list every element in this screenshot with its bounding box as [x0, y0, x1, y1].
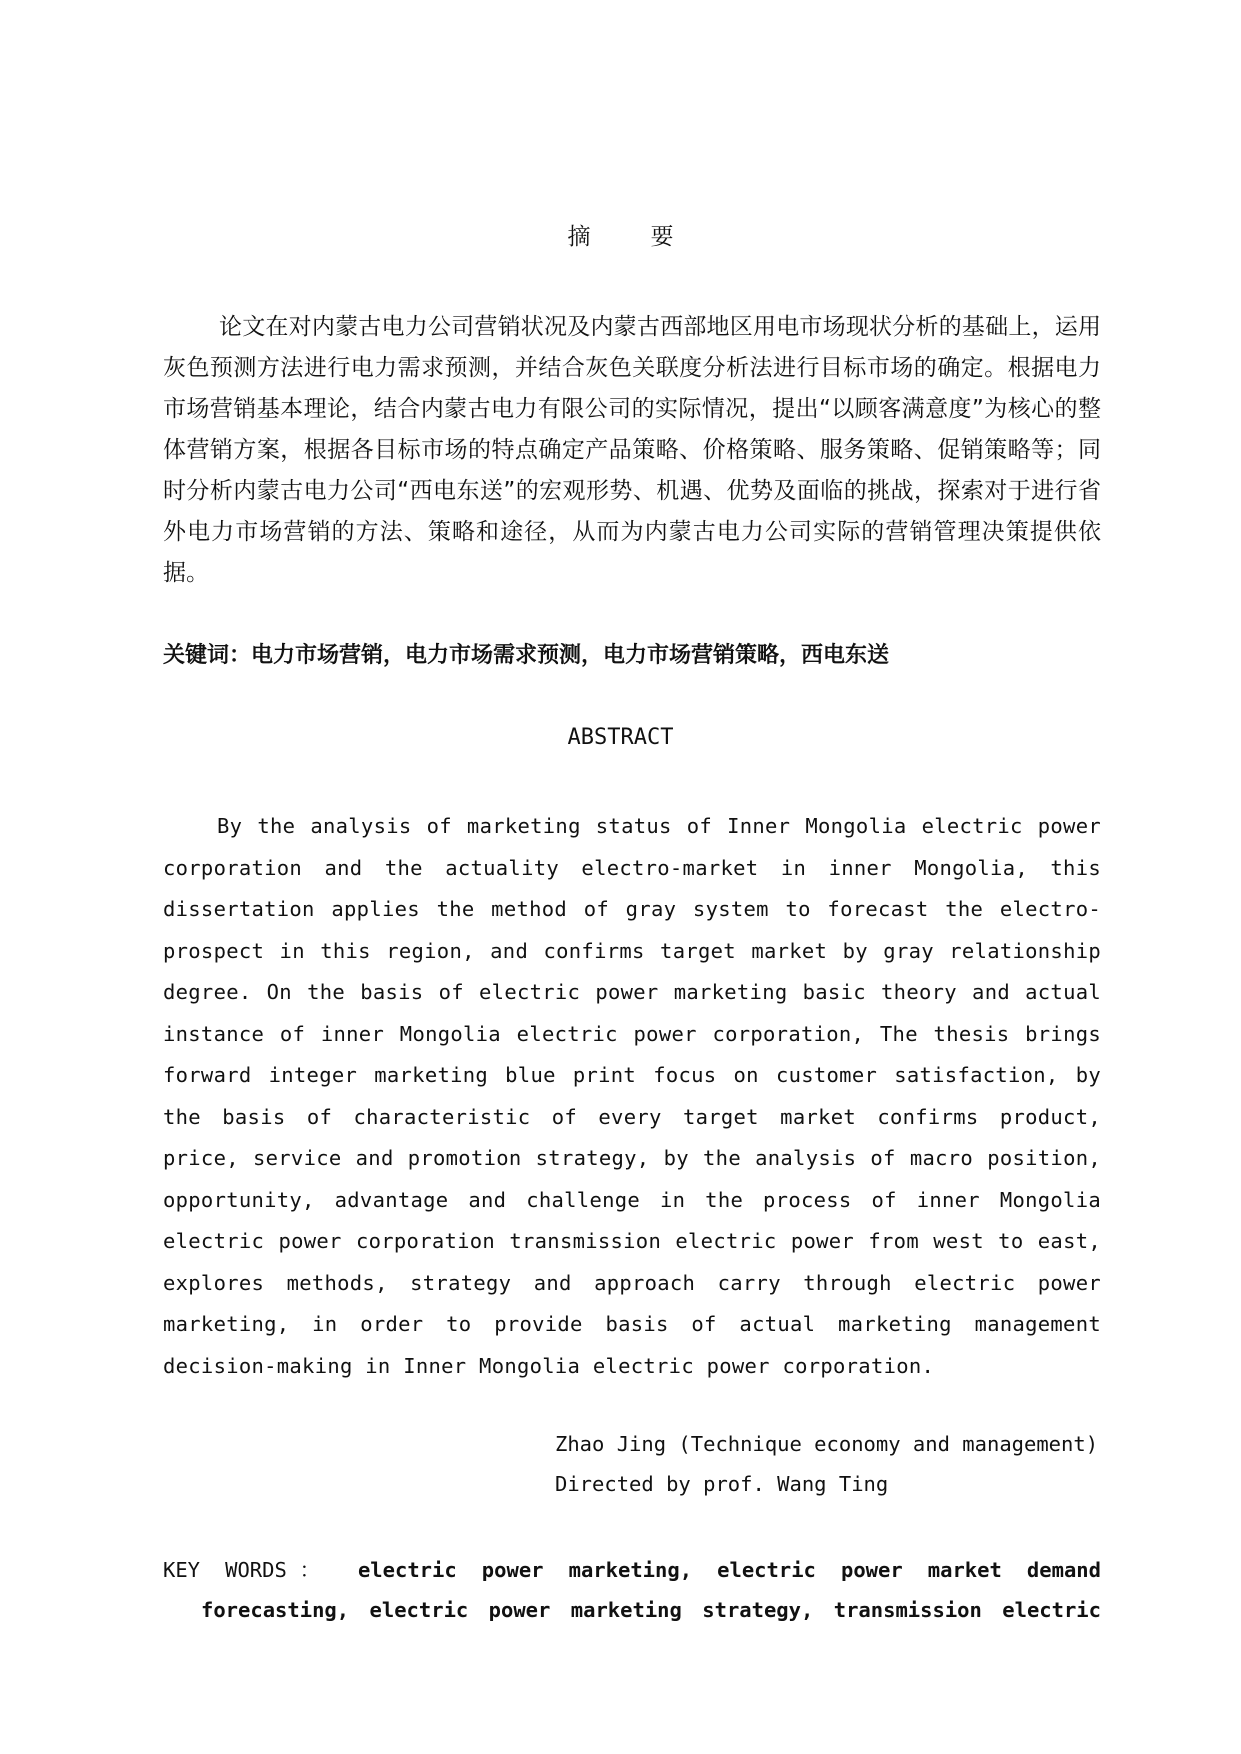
author-line: Zhao Jing (Technique economy and management) [555, 1432, 1099, 1456]
english-abstract-body: By the analysis of marketing status of Inner Mongolia electric power corporation and the actuality electro-market in inner Mongolia, this dissertation applies the method of gray system to forecast the electro-prospect in this region, and confirms target market by gray relationship degree. On the basis of electric power marketing basic theory and actual instance of inner Mongolia electric power corporation, The thesis brings forward integer marketing blue print focus on customer satisfaction, by the basis of characteristic of every target market confirms product, price, service and promotion strategy, by the analysis of macro position, opportunity, advantage and challenge in the process of inner Mongolia electric power corporation transmission electric power from west to east, explores methods, strategy and approach carry through electric power marketing, in order to provide basis of actual marketing management decision-making in Inner Mongolia electric power corporation. [163, 814, 1101, 1378]
chinese-keywords: 关键词：电力市场营销，电力市场需求预测，电力市场营销策略，西电东送 [163, 643, 890, 668]
english-keywords-label: KEY WORDS： [163, 1558, 333, 1582]
director-line: Directed by prof. Wang Ting [555, 1472, 889, 1496]
chinese-abstract-title: 摘要 [567, 224, 734, 250]
english-keywords-text: electric power marketing, electric power market demand forecasting, electric power marketing strategy, transmission electric [201, 1558, 1101, 1622]
chinese-abstract-body: 论文在对内蒙古电力公司营销状况及内蒙古西部地区用电市场现状分析的基础上，运用灰色预测方法进行电力需求预测，并结合灰色关联度分析法进行目标市场的确定。根据电力市场营销基本理论，结合内蒙古电力有限公司的实际情况，提出“以顾客满意度”为核心的整体营销方案，根据各目标市场的特点确定产品策略、价格策略、服务策略、促销策略等；同时分析内蒙古电力公司“西电东送”的宏观形势、机遇、优势及面临的挑战，探索对于进行省外电力市场营销的方法、策略和途径，从而为内蒙古电力公司实际的营销管理决策提供依据。 [163, 314, 1101, 586]
english-keywords [163, 1550, 1101, 1630]
english-abstract-title: ABSTRACT [567, 725, 674, 750]
